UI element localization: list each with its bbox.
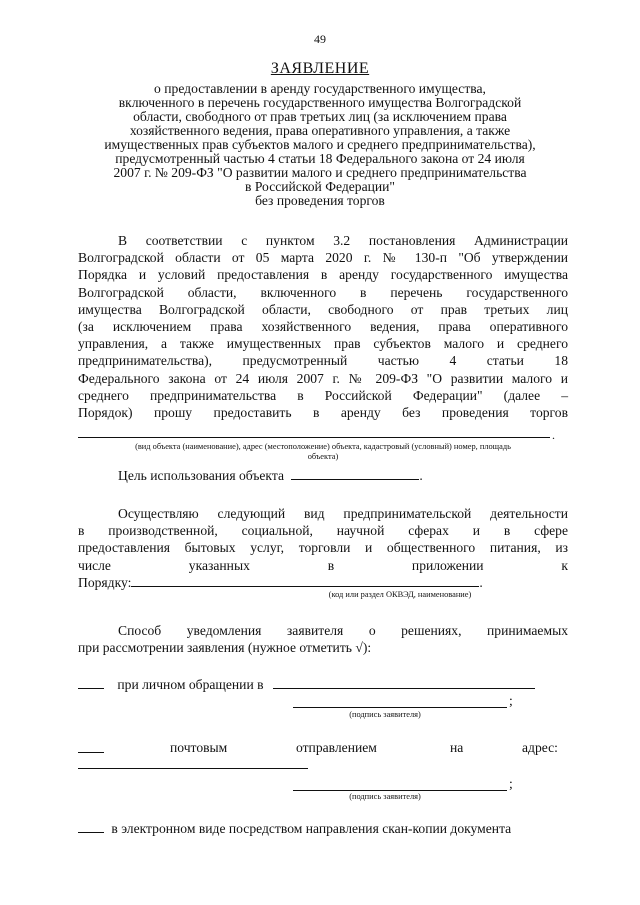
- purpose-label: Цель использования объекта: [118, 468, 284, 483]
- option-personal-checkbox[interactable]: [78, 676, 104, 689]
- option-personal-place-field[interactable]: [273, 676, 535, 689]
- paragraph-line: имущества Волгоградской области, свободного от прав третьих лиц: [78, 301, 568, 317]
- semicolon: ;: [509, 693, 513, 708]
- option-postal-word: отправлением: [296, 740, 377, 755]
- okved-field[interactable]: [131, 574, 479, 587]
- subtitle-line: имущественных прав субъектов малого и среднего предпринимательства),: [104, 137, 536, 152]
- semicolon: ;: [509, 776, 513, 791]
- document-subtitle: [60, 82, 580, 208]
- okved-caption: (код или раздел ОКВЭД, наименование): [328, 590, 472, 599]
- activity-line: числе указанных в приложении к: [78, 557, 568, 573]
- option-personal: [78, 676, 568, 693]
- notify-line: при рассмотрении заявления (нужное отметить √):: [78, 640, 372, 656]
- activity-paragraph: [78, 505, 568, 574]
- option-postal: [78, 740, 568, 757]
- option-personal-label: при личном обращении в: [117, 677, 264, 692]
- subtitle-line: предусмотренный частью 4 статьи 18 Федерального закона от 24 июля: [115, 151, 525, 166]
- signature-line[interactable]: [293, 707, 507, 708]
- activity-line: в производственной, социальной, научной сферах и в сфере: [78, 523, 568, 539]
- document-title: ЗАЯВЛЕНИЕ: [270, 60, 370, 77]
- option-postal-word: адрес:: [522, 740, 558, 755]
- order-row: [78, 574, 483, 591]
- signature-caption: (подпись заявителя): [349, 792, 421, 801]
- option-electronic: [78, 820, 568, 837]
- subtitle-line: без проведения торгов: [255, 193, 385, 208]
- option-postal-word: на: [450, 740, 464, 755]
- subtitle-line: включенного в перечень государственного имущества Волгоградской: [118, 95, 522, 110]
- paragraph-line: Порядка и условий предоставления в аренду государственного имущества: [78, 267, 568, 283]
- activity-line: предоставления бытовых услуг, торговли и общественного питания, из: [78, 540, 568, 556]
- paragraph-line: Федерального закона от 24 июля 2007 г. № 209-ФЗ "О развитии малого и: [78, 370, 568, 386]
- caption-line: объекта): [307, 452, 339, 461]
- main-paragraph: [78, 232, 568, 421]
- order-label: Порядку:: [78, 575, 132, 590]
- option-postal-checkbox[interactable]: [78, 740, 104, 753]
- page-number: 49: [314, 32, 326, 46]
- object-period: .: [552, 428, 555, 442]
- caption-line: (вид объекта (наименование), адрес (местоположение) объекта, кадастровый (условный) номер, площадь: [135, 442, 511, 451]
- notify-line: Способ уведомления заявителя о решениях, принимаемых: [118, 623, 568, 638]
- postal-address-field[interactable]: [78, 768, 308, 769]
- subtitle-line: в Российской Федерации": [245, 179, 395, 194]
- paragraph-line: (за исключением права хозяйственного ведения, права оперативного: [78, 318, 568, 334]
- paragraph-line: В соответствии с пунктом 3.2 постановления Администрации: [118, 233, 568, 248]
- activity-line: Осуществляю следующий вид предпринимательской деятельности: [118, 506, 568, 521]
- paragraph-line: предпринимательства), предусмотренный частью 4 статьи 18: [78, 353, 568, 369]
- signature-line[interactable]: [293, 790, 507, 791]
- paragraph-line: Волгоградской области от 05 марта 2020 г. № 130-п "Об утверждении: [78, 250, 568, 266]
- paragraph-line: среднего предпринимательства в Российской Федерации" (далее –: [78, 387, 568, 403]
- signature-caption: (подпись заявителя): [349, 710, 421, 719]
- purpose-field[interactable]: [291, 467, 419, 480]
- paragraph-line: Волгоградской области, включенного в перечень государственного: [78, 284, 568, 300]
- option-electronic-checkbox[interactable]: [78, 820, 104, 833]
- paragraph-line: управления, а также имущественных прав субъектов малого и среднего: [78, 336, 568, 352]
- notify-paragraph: [78, 622, 568, 656]
- order-period: .: [479, 575, 483, 590]
- subtitle-line: области, свободного от прав третьих лиц (за исключением права: [133, 109, 507, 124]
- option-electronic-label: в электронном виде посредством направления скан-копии документа: [111, 821, 512, 836]
- purpose-period: .: [419, 468, 423, 483]
- subtitle-line: 2007 г. № 209-ФЗ "О развитии малого и среднего предпринимательства: [113, 165, 527, 180]
- option-postal-word: почтовым: [170, 740, 228, 755]
- paragraph-line: Порядок) прошу предоставить в аренду без проведения торгов: [78, 404, 568, 420]
- purpose-row: [118, 467, 423, 484]
- subtitle-line: о предоставлении в аренду государственного имущества,: [154, 81, 486, 96]
- object-blank-field[interactable]: [78, 437, 550, 438]
- object-caption: [78, 442, 568, 462]
- subtitle-line: хозяйственного ведения, права оперативного управления, а также: [129, 123, 511, 138]
